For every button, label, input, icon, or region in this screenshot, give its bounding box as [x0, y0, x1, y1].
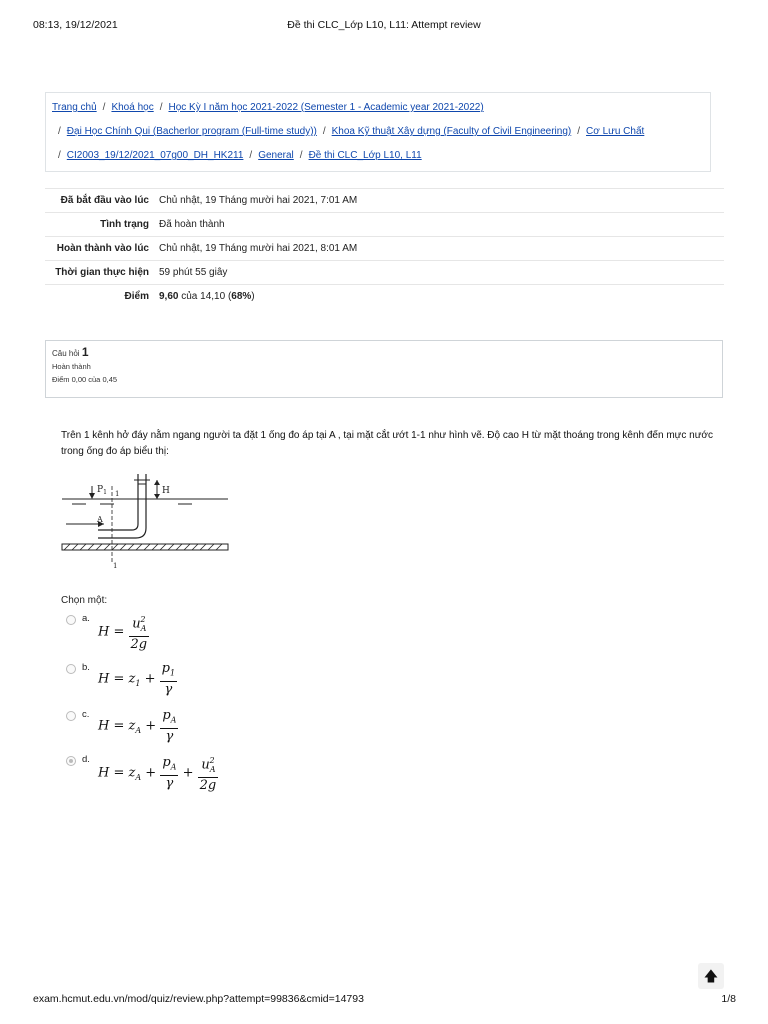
back-to-top-button[interactable] — [698, 963, 724, 989]
grade-close: ) — [251, 291, 255, 302]
started-value: Chủ nhật, 19 Tháng mười hai 2021, 7:01 AM — [159, 195, 358, 206]
option-d-radio[interactable] — [66, 756, 76, 766]
breadcrumb-quiz[interactable]: Đề thi CLC_Lớp L10, L11 — [308, 150, 422, 161]
option-b-formula: $H = z_1$ + $\frac{p_1}{\gamma}$ — [98, 661, 176, 697]
svg-text:P1 — [97, 485, 107, 496]
option-b-radio[interactable] — [66, 664, 76, 674]
option-d-formula: $H = z_A$ + $\frac{p_A}{\gamma}$ + $\frac{u_A^2}{2g}$ — [98, 753, 218, 793]
time-value: 59 phút 55 giây — [159, 267, 228, 278]
label-section-top: 1 — [115, 490, 120, 498]
arrow-up-icon: 🡅 — [703, 968, 719, 984]
grade-of: của 14,10 ( — [178, 291, 232, 302]
completed-label: Hoàn thành vào lúc — [56, 243, 149, 254]
summary-row-state — [45, 213, 724, 237]
question-status: Hoàn thành — [52, 362, 91, 371]
grade-label: Điểm — [124, 291, 149, 302]
state-label: Tình trạng — [100, 219, 149, 230]
label-section-bottom: 1 — [113, 562, 118, 570]
breadcrumb-program[interactable]: Đại Học Chính Qui (Bacherlor program (Full-time study)) — [66, 126, 317, 137]
print-page-number: 1/8 — [721, 993, 736, 1005]
question-figure — [60, 468, 232, 570]
summary-row-time — [45, 261, 724, 285]
started-label: Đã bắt đầu vào lúc — [60, 195, 149, 206]
breadcrumb-semester[interactable]: Học Kỳ I năm học 2021-2022 (Semester 1 - Academic year 2021-2022) — [168, 102, 484, 113]
breadcrumb: Trang chủ / Khoá học / Học Kỳ I năm học 2021-2022 (Semester 1 - Academic year 2021-2022) / Đại Học Chính Qui (Bacherlor program (Full-time study)) / Khoa Kỹ thuật Xây dựng (Faculty of Civil Engineering) / Cơ Lưu Chất / CI2003_19/12/2021_07g00_DH_HK211 / General / Đề thi CLC_Lớp L10, L11 — [45, 92, 711, 172]
choose-one-label: Chọn một: — [61, 595, 108, 606]
option-c-radio[interactable] — [66, 711, 76, 721]
print-page-title: Đề thi CLC_Lớp L10, L11: Attempt review — [287, 19, 481, 31]
summary-row-grade — [45, 285, 724, 309]
option-c-letter: c. — [82, 709, 90, 720]
question-number — [52, 346, 716, 360]
state-value: Đã hoàn thành — [159, 219, 225, 230]
label-p1-sub: 1 — [103, 489, 107, 496]
breadcrumb-home[interactable]: Trang chủ — [52, 102, 97, 113]
label-p1: P — [97, 485, 104, 495]
breadcrumb-subject[interactable]: Cơ Lưu Chất — [586, 126, 645, 137]
option-b-letter: b. — [82, 662, 90, 673]
option-c-formula: $H = z_A$ + $\frac{p_A}{\gamma}$ — [98, 708, 177, 744]
question-number-value: 1 — [81, 345, 89, 359]
question-text: Trên 1 kênh hở đáy nằm ngang người ta đặt 1 ống đo áp tại A , tại mặt cắt ướt 1-1 như hình vẽ. Độ cao H từ mặt thoáng trong kênh đến mực nước trong ống đo áp biểu thị: — [61, 430, 713, 457]
breadcrumb-course-code[interactable]: CI2003_19/12/2021_07g00_DH_HK211 — [66, 150, 244, 161]
question-number-label: Câu hỏi — [52, 349, 80, 358]
label-a: A — [97, 515, 103, 524]
attempt-summary-table — [45, 188, 724, 308]
option-a-formula: H = $\frac{u_A^2}{2g}$ — [98, 612, 149, 652]
grade-percent: 68% — [231, 291, 252, 302]
grade-value — [153, 285, 724, 309]
summary-row-started — [45, 189, 724, 213]
breadcrumb-faculty[interactable]: Khoa Kỹ thuật Xây dựng (Faculty of Civil Engineering) — [331, 126, 572, 137]
print-datetime: 08:13, 19/12/2021 — [33, 19, 118, 31]
option-d-letter: d. — [82, 754, 90, 765]
grade-score: 9,60 — [159, 291, 179, 302]
breadcrumb-general[interactable]: General — [258, 150, 294, 161]
summary-row-completed — [45, 237, 724, 261]
breadcrumb-courses[interactable]: Khoá học — [111, 102, 154, 113]
question-mark: Điểm 0,00 của 0,45 — [52, 375, 118, 384]
print-url: exam.hcmut.edu.vn/mod/quiz/review.php?attempt=99836&cmid=14793 — [33, 993, 364, 1005]
label-h: H — [162, 486, 170, 496]
option-a-letter: a. — [82, 613, 90, 624]
option-a-radio[interactable] — [66, 615, 76, 625]
time-label: Thời gian thực hiện — [55, 267, 149, 278]
question-info-box — [45, 340, 723, 398]
completed-value: Chủ nhật, 19 Tháng mười hai 2021, 8:01 AM — [159, 243, 358, 254]
